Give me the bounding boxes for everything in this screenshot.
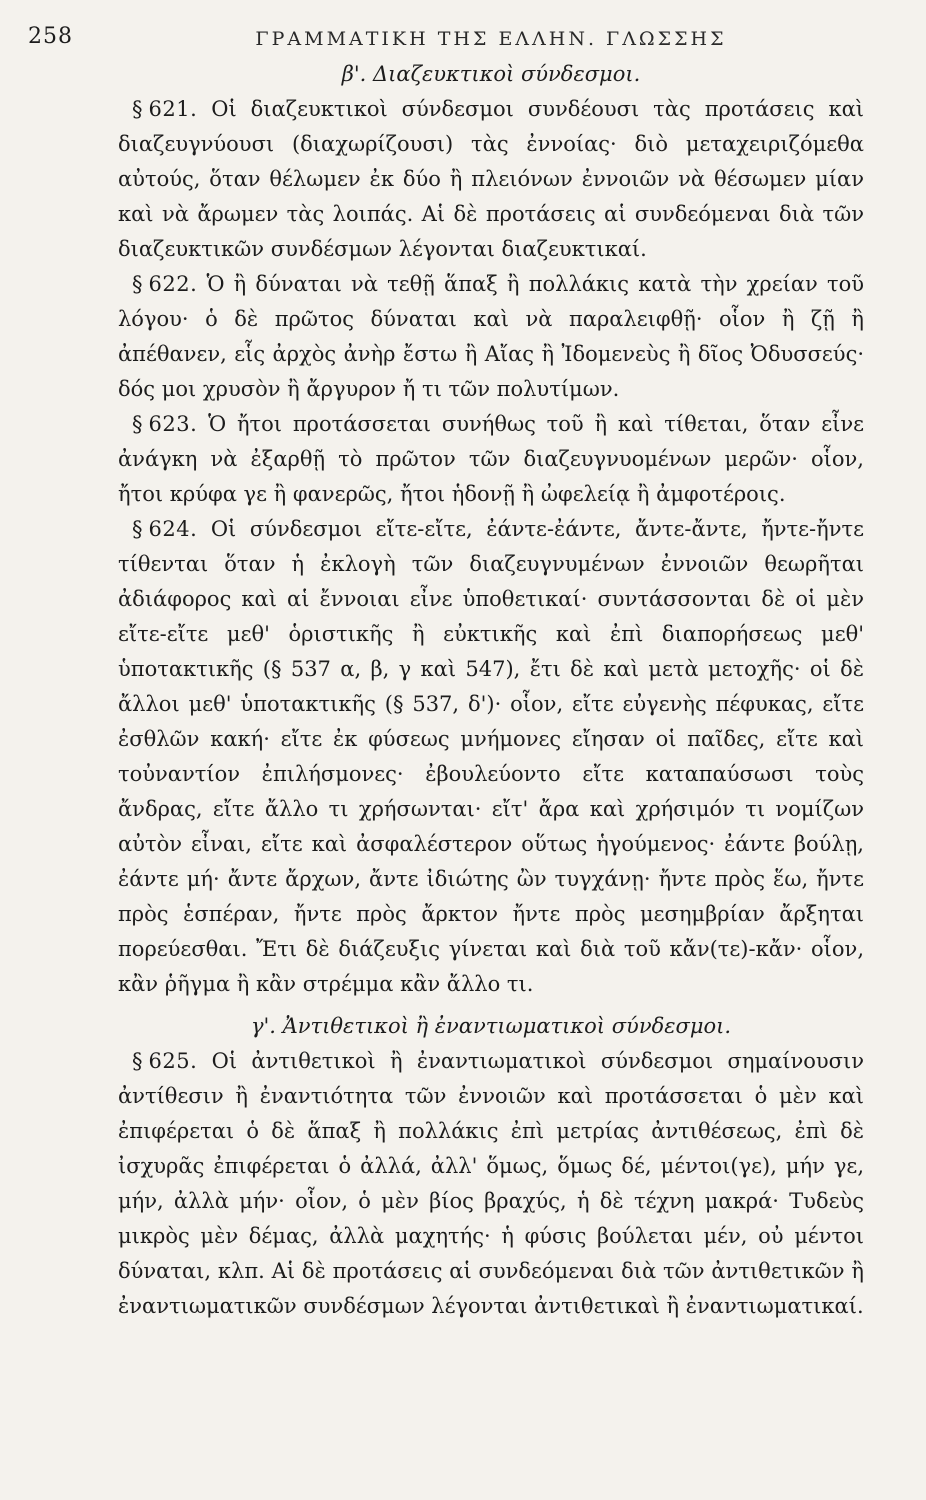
paragraph-number: 622.	[148, 272, 198, 296]
paragraph-623	[118, 407, 864, 512]
running-title: ΓΡΑΜΜΑΤΙΚΗ ΤΗΣ ΕΛΛΗΝ. ΓΛΩΣΣΗΣ	[255, 28, 727, 50]
paragraph-number: 625.	[148, 1049, 198, 1073]
paragraph-text: Ὁ ἢ δύναται νὰ τεθῇ ἅπαξ ἢ πολλάκις κατὰ τὴν χρείαν τοῦ λόγου· ὁ δὲ πρῶτος δύναται καὶ νὰ παραλειφθῇ· οἷον ἢ ζῇ ἢ ἀπέθανεν, εἷς ἀρχὸς ἀνὴρ ἔστω ἢ Αἴας ἢ Ἰδομενεὺς ἢ δῖος Ὀδυσσεύς· δός μοι χρυσὸν ἢ ἄργυρον ἤ τι τῶν πολυτίμων.	[118, 272, 864, 401]
page-number: 258	[28, 24, 73, 49]
paragraph-text: Οἱ ἀντιθετικοὶ ἢ ἐναντιωματικοὶ σύνδεσμοι σημαίνουσιν ἀντίθεσιν ἢ ἐναντιότητα τῶν ἐννοιῶν καὶ προτάσσεται ὁ μὲν καὶ ἐπιφέρεται ὁ δὲ ἅπαξ ἢ πολλάκις ἐπὶ μετρίας ἀντιθέσεως, ἐπὶ δὲ ἰσχυρᾶς ἐπιφέρεται ὁ ἀλλά, ἀλλ' ὅμως, ὅμως δέ, μέντοι(γε), μήν γε, μήν, ἀλλὰ μήν· οἷον, ὁ μὲν βίος βραχύς, ἡ δὲ τέχνη μακρά· Τυδεὺς μικρὸς μὲν δέμας, ἀλλὰ μαχητής· ἡ φύσις βούλεται μέν, οὐ μέντοι δύναται, κλπ. Αἱ δὲ προτάσεις αἱ συνδεόμεναι διὰ τῶν ἀντιθετικῶν ἢ ἐναντιωματικῶν συνδέσμων λέγονται ἀντιθετικαὶ ἢ ἐναντιωματικαί.	[118, 1049, 864, 1318]
paragraph-number: 621.	[148, 97, 198, 121]
paragraph-624	[118, 512, 864, 1002]
section-sign: §	[132, 97, 143, 121]
paragraph-625	[118, 1044, 864, 1324]
paragraph-622	[118, 267, 864, 407]
section-sign: §	[132, 517, 143, 541]
paragraph-621	[118, 92, 864, 267]
paragraph-text: Οἱ διαζευκτικοὶ σύνδεσμοι συνδέουσι τὰς προτάσεις καὶ διαζευγνύουσι (διαχωρίζουσι) τὰς ἐννοίας· διὸ μεταχειριζόμεθα αὐτούς, ὅταν θέλωμεν ἐκ δύο ἢ πλειόνων ἐννοιῶν νὰ θέσωμεν μίαν καὶ νὰ ἄρωμεν τὰς λοιπάς. Αἱ δὲ προτάσεις αἱ συνδεόμεναι διὰ τῶν διαζευκτικῶν συνδέσμων λέγονται διαζευκτικαί.	[118, 97, 864, 261]
section-heading-disjunctive: β'. Διαζευκτικοὶ σύνδεσμοι.	[341, 62, 641, 86]
paragraph-text: Οἱ σύνδεσμοι εἴτε-εἴτε, ἐάντε-ἐάντε, ἄντε-ἄντε, ἤντε-ἤντε τίθενται ὅταν ἡ ἐκλογὴ τῶν διαζευγνυμένων ἐννοιῶν θεωρῆται ἀδιάφορος καὶ αἱ ἔννοιαι εἶνε ὑποθετικαί· συντάσσονται δὲ οἱ μὲν εἴτε-εἴτε μεθ' ὁριστικῆς ἢ εὐκτικῆς καὶ ἐπὶ διαπορήσεως μεθ' ὑποτακτικῆς (§ 537 α, β, γ καὶ 547), ἔτι δὲ καὶ μετὰ μετοχῆς· οἱ δὲ ἄλλοι μεθ' ὑποτακτικῆς (§ 537, δ')· οἷον, εἴτε εὐγενὴς πέφυκας, εἴτε ἐσθλῶν κακή· εἴτε ἐκ φύσεως μνήμονες εἴησαν οἱ παῖδες, εἴτε καὶ τοὐναντίον ἐπιλήσμονες· ἐβουλεύοντο εἴτε καταπαύσωσι τοὺς ἄνδρας, εἴτε ἄλλο τι χρήσωνται· εἴτ' ἄρα καὶ χρήσιμόν τι νομίζων αὐτὸν εἶναι, εἴτε καὶ ἀσφαλέστερον οὕτως ἡγούμενος· ἐάντε βούλῃ, ἐάντε μή· ἄντε ἄρχων, ἄντε ἰδιώτης ὢν τυγχάνῃ· ἤντε πρὸς ἕω, ἤντε πρὸς ἑσπέραν, ἤντε πρὸς ἄρκτον ἤντε πρὸς μεσημβρίαν ἄρξηται πορεύεσθαι. Ἔτι δὲ διάζευξις γίνεται καὶ διὰ τοῦ κἄν(τε)-κἄν· οἷον, κἂν ῥῆγμα ἢ κἂν στρέμμα κἂν ἄλλο τι.	[118, 517, 864, 996]
section-sign: §	[132, 412, 143, 436]
page-header	[28, 20, 864, 50]
section-sign: §	[132, 272, 143, 296]
paragraph-text: Ὁ ἤτοι προτάσσεται συνήθως τοῦ ἢ καὶ τίθεται, ὅταν εἶνε ἀνάγκη νὰ ἐξαρθῇ τὸ πρῶτον τῶν διαζευγνυομένων μερῶν· οἷον, ἤτοι κρύφα γε ἢ φανερῶς, ἤτοι ἡδονῇ ἢ ὠφελείᾳ ἢ ἀμφοτέροις.	[118, 412, 864, 506]
section-heading-adversative: γ'. Ἀντιθετικοὶ ἢ ἐναντιωματικοὶ σύνδεσμοι.	[250, 1014, 732, 1038]
section-sign: §	[132, 1049, 143, 1073]
paragraph-number: 623.	[148, 412, 198, 436]
paragraph-number: 624.	[148, 517, 198, 541]
